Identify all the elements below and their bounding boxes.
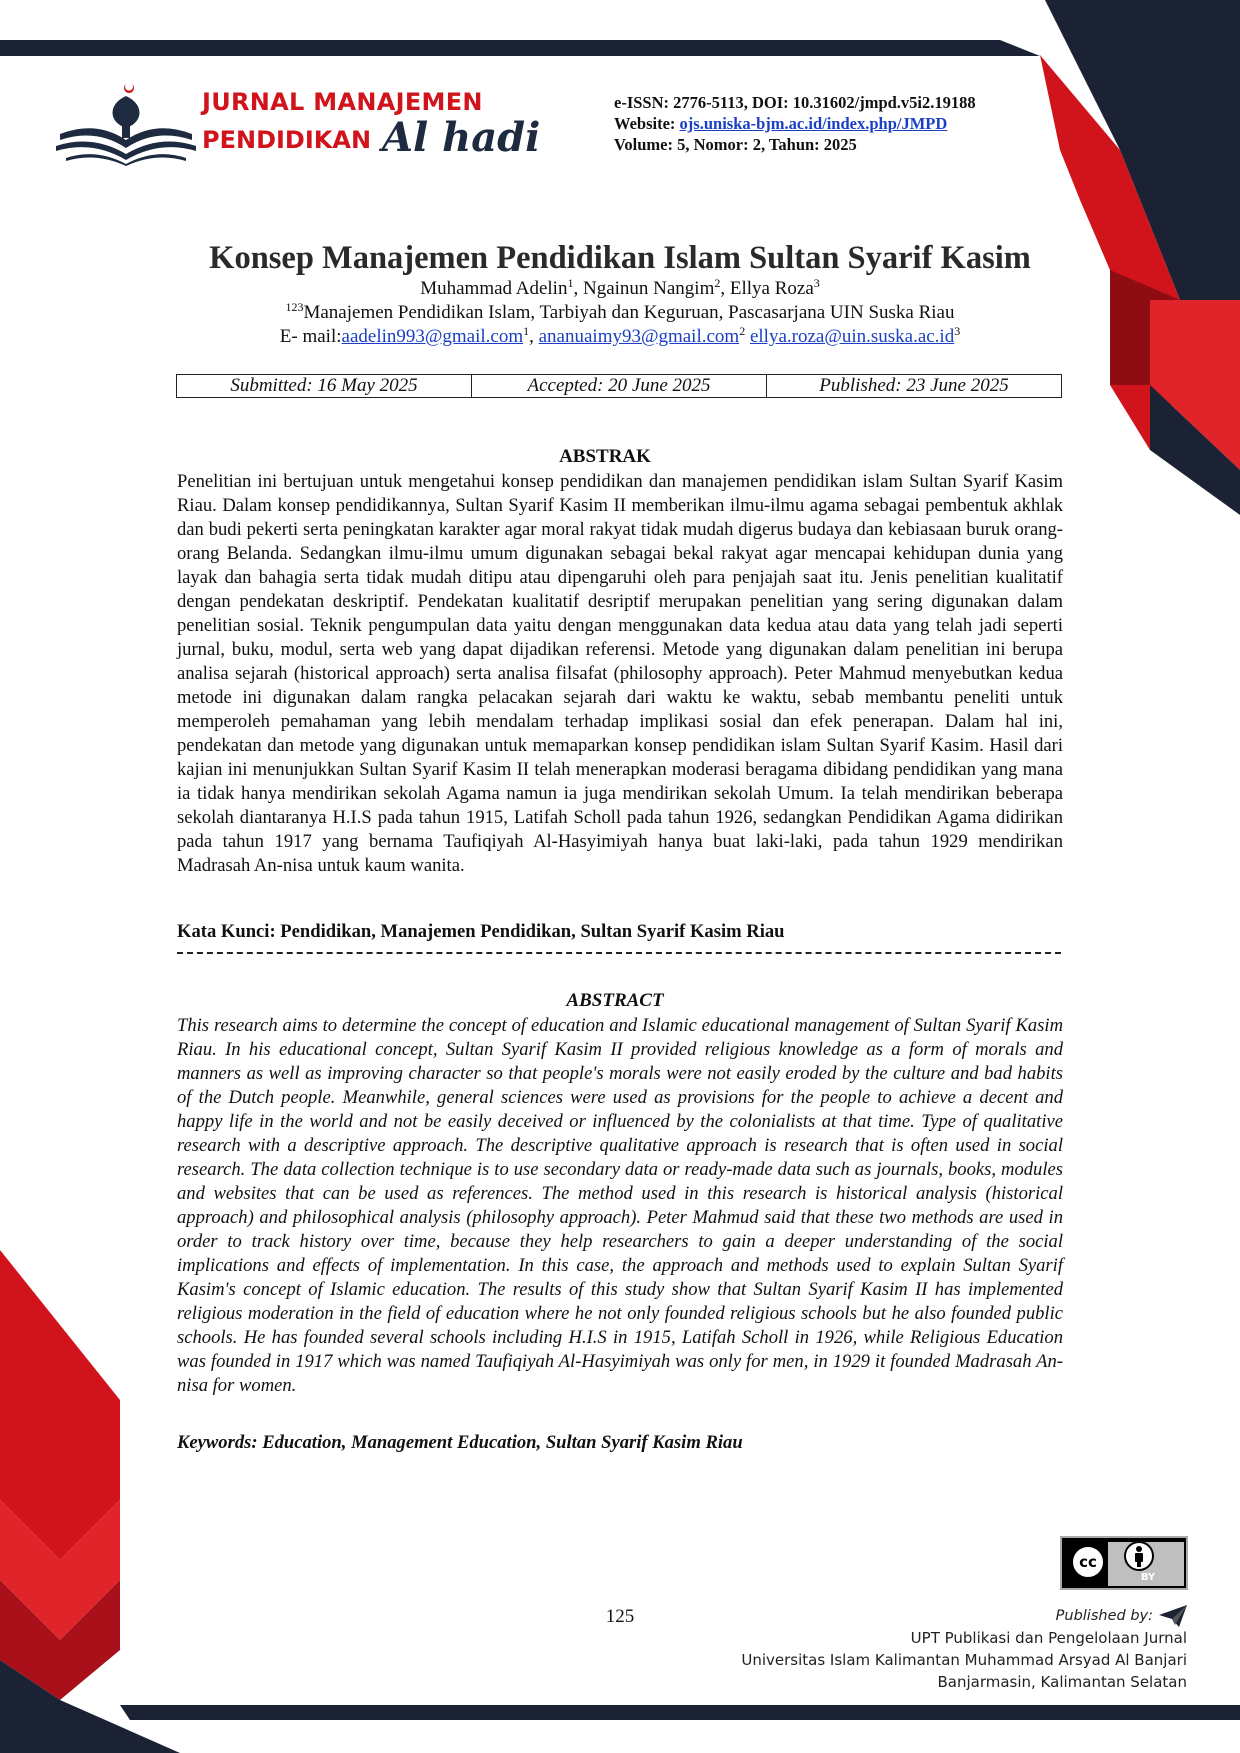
email-label: E- mail: xyxy=(279,326,342,347)
license-badge[interactable] xyxy=(1060,1536,1188,1590)
email-sup: 2 xyxy=(739,324,746,338)
website-link[interactable]: ojs.uniska-bjm.ac.id/index.php/JMPD xyxy=(679,114,948,133)
journal-name-line1: JURNAL MANAJEMEN xyxy=(202,88,483,116)
attribution-icon xyxy=(1124,1541,1154,1571)
license-by-label: BY xyxy=(1140,1572,1156,1583)
publisher-line3: Banjarmasin, Kalimantan Selatan xyxy=(937,1673,1187,1691)
abstrak-keywords: Kata Kunci: Pendidikan, Manajemen Pendidikan, Sultan Syarif Kasim Riau xyxy=(177,921,785,942)
publisher-line1: UPT Publikasi dan Pengelolaan Jurnal xyxy=(910,1629,1187,1647)
email-link[interactable]: ellya.roza@uin.suska.ac.id xyxy=(749,326,955,347)
affiliation-text: Manajemen Pendidikan Islam, Tarbiyah dan Keguruan, Pascasarjana UIN Suska Riau xyxy=(303,302,955,323)
affiliation-sup: 123 xyxy=(285,300,304,314)
published-by-line xyxy=(700,1604,1187,1627)
section-divider xyxy=(177,952,1061,954)
email-link[interactable]: aadelin993@gmail.com xyxy=(341,326,524,347)
author-name: Muhammad Adelin xyxy=(420,278,568,299)
journal-name-line2: PENDIDIKAN xyxy=(202,126,372,154)
page-number: 125 xyxy=(605,1606,635,1627)
author-name: Ellya Roza xyxy=(729,278,814,299)
website-line xyxy=(614,113,976,134)
published-date: Published: 23 June 2025 xyxy=(819,375,1009,396)
publisher-line2: Universitas Islam Kalimantan Muhammad Arsyad Al Banjari xyxy=(741,1651,1187,1669)
journal-logo xyxy=(56,76,541,176)
volume-info: Volume: 5, Nomor: 2, Tahun: 2025 xyxy=(614,135,857,154)
submitted-date: Submitted: 16 May 2025 xyxy=(177,375,472,397)
article-title: Konsep Manajemen Pendidikan Islam Sultan Syarif Kasim xyxy=(209,240,1031,276)
email-list: E- mail:aadelin993@gmail.com$^1$, ananuaimy93@gmail.com$^2$ $ellya.roza@uin.suska.ac.id^3$ xyxy=(279,324,961,347)
author-sup: 2 xyxy=(714,276,721,290)
accepted-date: Accepted: 20 June 2025 xyxy=(472,375,767,397)
email-link[interactable]: ananuaimy93@gmail.com xyxy=(538,326,740,347)
issn-doi: e-ISSN: 2776-5113, DOI: 10.31602/jmpd.v5i2.19188 xyxy=(614,93,976,112)
abstrak-heading: ABSTRAK xyxy=(559,446,651,467)
author-sup: 3 xyxy=(813,276,820,290)
email-sup: 1 xyxy=(523,324,530,338)
abstract-keywords: Keywords: Education, Management Education, Sultan Syarif Kasim Riau xyxy=(177,1432,743,1453)
author-sup: 1 xyxy=(567,276,574,290)
creative-commons-icon: cc xyxy=(1070,1544,1106,1580)
abstract-body: This research aims to determine the concept of education and Islamic educational management of Sultan Syarif Kasim Riau. In his educational concept, Sultan Syarif Kasim II provided religious knowledge as a form of morals and manners as well as improving character so that people's morals were not easily eroded by the culture and bad habits of the Dutch people. Meanwhile, general sciences were used as provisions for the people to achieve a decent and happy life in the world and not be easily deceived or influenced by the colonialists at that time. Type of qualitative research with a descriptive approach. The descriptive qualitative approach is research that is often used in social research. The data collection technique is to use secondary data or ready-made data such as journals, books, modules and websites that can be used as references. The method used in this research is historical analysis (historical approach) and philosophical analysis (philosophy approach). Peter Mahmud said that these two methods are used in order to track history over time, because they help researchers to gain a deeper understanding of the social implications and effects of implementation. In this case, the approach and methods used to explain Sultan Syarif Kasim's concept of Islamic education. The results of this study show that Sultan Syarif Kasim II has implemented religious moderation in the field of education where he not only founded religious schools but he also founded public schools. He has founded several schools including H.I.S in 1915, Latifah Scholl in 1926, while Religious Education was founded in 1917 which was named Taufiqiyah Al-Hasyimiyah was only for men, in 1929 it founded Madrasah An-nisa for women. xyxy=(177,1015,1063,1396)
journal-name-script: Al hadi xyxy=(382,114,541,161)
website-label: Website: xyxy=(614,114,676,133)
author-name: Ngainun Nangim xyxy=(582,278,715,299)
published-by-label: Published by: xyxy=(1055,1608,1153,1624)
abstrak-body: Penelitian ini bertujuan untuk mengetahui konsep pendidikan dan manajemen pendidikan islam Sultan Syarif Kasim Riau. Dalam konsep pendidikannya, Sultan Syarif Kasim II memberikan ilmu-ilmu agama sebagai pembentuk akhlak dan budi pekerti serta peningkatan karakter agar moral rakyat tidak mudah digerus budaya dan kebiasaan buruk orang-orang Belanda. Sedangkan ilmu-ilmu umum digunakan sebagai bekal rakyat agar mencapai kehidupan dunia yang layak dan bahagia serta tidak mudah ditipu atau dipengaruhi oleh para penjajah saat itu. Jenis penelitian kualitatif dengan pendekatan deskriptif. Pendekatan kualitatif desriptif merupakan penelitian yang sering digunakan dalam penelitian sosial. Teknik pengumpulan data yaitu dengan menggunakan data kedua atau data yang telah jadi seperti jurnal, buku, modul, serta web yang dapat dijadikan referensi. Metode yang digunakan dalam penelitian ini berupa analisa sejarah (historical approach) serta analisa filsafat (philosophy approach). Peter Mahmud menyebutkan kedua metode ini digunakan dalam rangka pelacakan sejarah dari waktu ke waktu, sebab membantu peneliti untuk memperoleh pemahaman yang lebih mendalam terhadap implikasi sosial dan efek penerapan. Dalam hal ini, pendekatan dan metode yang digunakan untuk memaparkan konsep pendidikan islam Sultan Syarif Kasim. Hasil dari kajian ini menunjukkan Sultan Syarif Kasim II telah menerapkan moderasi beragama dibidang pendidikan yang mana ia tidak hanya mendirikan sekolah Agama namun ia juga mendirikan sekolah Umum. Ia telah mendirikan beberapa sekolah diantaranya H.I.S pada tahun 1915, Latifah Scholl pada tahun 1926, sedangkan Pendidikan Agama didirikan pada tahun 1917 yang bernama Taufiqiyah Al-Hasyimiyah hanya buat laki-laki, pada tahun 1929 mendirikan Madrasah An-nisa untuk kaum wanita. xyxy=(177,471,1063,876)
affiliation xyxy=(0,302,1240,324)
abstract-heading: ABSTRACT xyxy=(566,990,664,1011)
mosque-book-logo-icon xyxy=(56,76,196,166)
author-list: Muhammad Adelin$^1$, Ngainun Nangim$^2$, Ellya Roza$^3$ xyxy=(420,276,820,299)
journal-meta xyxy=(614,92,976,155)
email-sup: 3 xyxy=(954,324,961,338)
paper-plane-icon xyxy=(1159,1605,1187,1627)
dates-table xyxy=(176,374,1062,398)
publisher-block xyxy=(700,1604,1187,1693)
